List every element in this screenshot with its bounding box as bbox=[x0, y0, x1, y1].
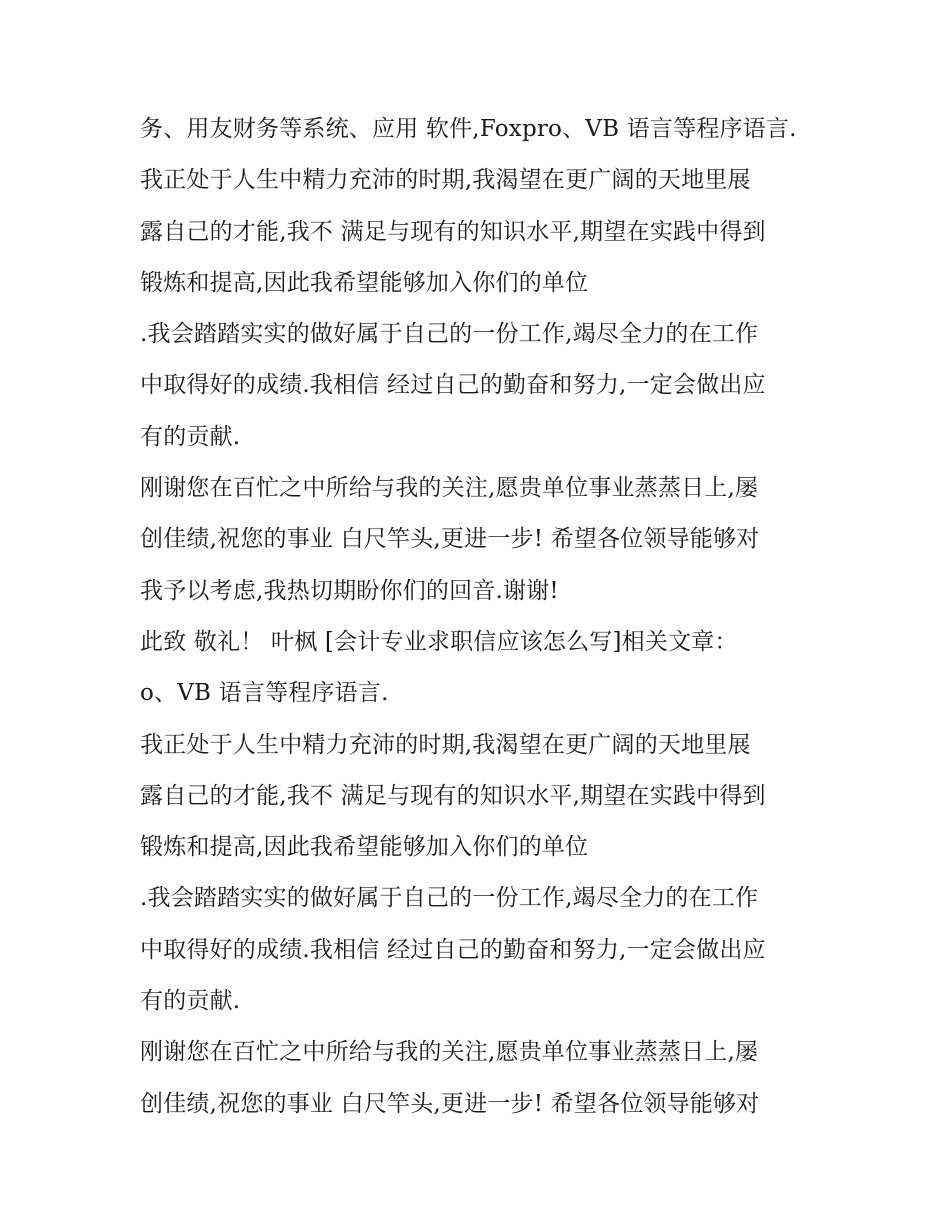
text-line: 有的贡献. bbox=[140, 988, 241, 1015]
text-line: 中取得好的成绩.我相信 经过自己的勤奋和努力,一定会做出应 bbox=[140, 372, 766, 399]
text-line: 中取得好的成绩.我相信 经过自己的勤奋和努力,一定会做出应 bbox=[140, 936, 766, 963]
text-line: 有的贡献. bbox=[140, 423, 241, 450]
text-line: 务、用友财务等系统、应用 软件,Foxpro、VB 语言等程序语言. bbox=[140, 116, 797, 142]
text-line: 创佳绩,祝您的事业 白尺竿头,更进一步! 希望各位领导能够对 bbox=[140, 1090, 760, 1117]
text-line: 刚谢您在百忙之中所给与我的关注,愿贵单位事业蒸蒸日上,屡 bbox=[140, 1039, 759, 1066]
text-line: .我会踏踏实实的做好属于自己的一份工作,竭尽全力的在工作 bbox=[140, 321, 759, 348]
text-line: o、VB 语言等程序语言. bbox=[140, 680, 389, 707]
document-body bbox=[140, 104, 820, 1130]
text-line: 露自己的才能,我不 满足与现有的知识水平,期望在实践中得到 bbox=[140, 782, 766, 809]
text-line: 刚谢您在百忙之中所给与我的关注,愿贵单位事业蒸蒸日上,屡 bbox=[140, 475, 759, 502]
text-line: 露自己的才能,我不 满足与现有的知识水平,期望在实践中得到 bbox=[140, 218, 766, 245]
text-line: .我会踏踏实实的做好属于自己的一份工作,竭尽全力的在工作 bbox=[140, 885, 759, 912]
text-line: 创佳绩,祝您的事业 白尺竿头,更进一步! 希望各位领导能够对 bbox=[140, 526, 760, 553]
text-line: 我予以考虑,我热切期盼你们的回音.谢谢! bbox=[140, 577, 559, 604]
text-line: 我正处于人生中精力充沛的时期,我渴望在更广阔的天地里展 bbox=[140, 167, 751, 194]
text-line: 此致 敬礼！ 叶枫 [会计专业求职信应该怎么写]相关文章： bbox=[140, 628, 738, 655]
text-line: 锻炼和提高,因此我希望能够加入你们的单位 bbox=[140, 269, 589, 296]
text-line: 锻炼和提高,因此我希望能够加入你们的单位 bbox=[140, 834, 589, 861]
text-line: 我正处于人生中精力充沛的时期,我渴望在更广阔的天地里展 bbox=[140, 731, 751, 758]
